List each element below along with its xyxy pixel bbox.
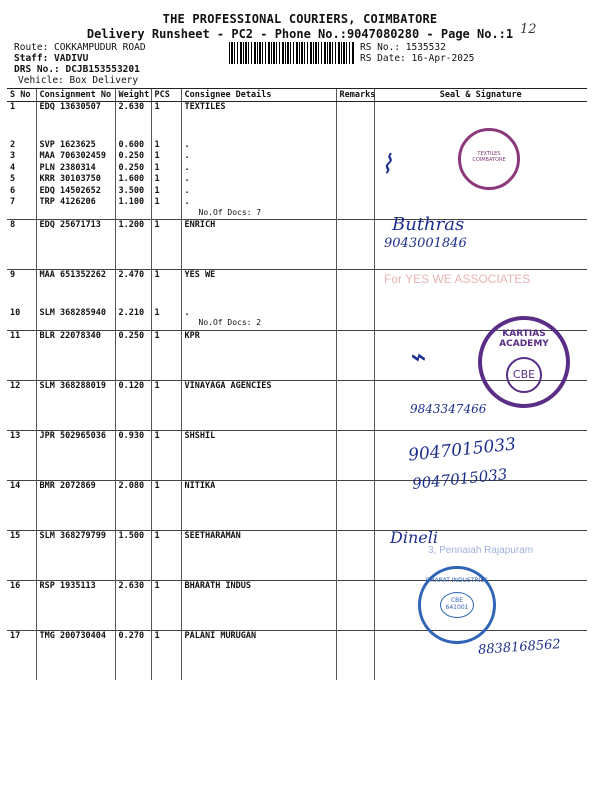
last-phone: 8838168562 <box>477 637 562 658</box>
cell-remarks <box>336 151 374 163</box>
cell-remarks <box>336 140 374 152</box>
cell-details: PALANI MURUGAN <box>181 630 336 680</box>
cell-pcs: 1 <box>151 174 181 186</box>
cell-cn: JPR 502965036 <box>36 430 115 480</box>
cell-details: BHARATH INDUS <box>181 580 336 630</box>
cell-details: TEXTILES <box>181 102 336 140</box>
cell-details: ENRICH <box>181 220 336 270</box>
yes-we-stamp: For YES WE ASSOCIATES <box>384 272 531 286</box>
cell-wt: 1.500 <box>115 530 151 580</box>
kartias-ring-text: KARTIAS ACADEMY <box>499 329 549 349</box>
bharath-center-text: CBE 641001 <box>440 592 474 618</box>
bharath-stamp <box>418 566 496 644</box>
col-consignee: Consignee Details <box>181 89 336 102</box>
cell-details: SHSHIL <box>181 430 336 480</box>
cell-sno: 17 <box>7 630 36 680</box>
textiles-stamp <box>458 128 520 190</box>
cell-cn: EDQ 25671713 <box>36 220 115 270</box>
cell-sno: 11 <box>7 330 36 380</box>
cell-sno: 2 <box>10 139 16 150</box>
cell-remarks <box>336 270 374 308</box>
cell-remarks <box>336 163 374 175</box>
details-text: . <box>184 307 190 318</box>
table-row <box>7 220 587 270</box>
enrich-phone: 9043001846 <box>384 236 467 251</box>
bharath-ring-text: BHARAT INDUSTRIES <box>425 577 489 584</box>
cell-details: YES WE <box>181 270 336 308</box>
cell-cn: SLM 368279799 <box>36 530 115 580</box>
cell-cn: BLR 22078340 <box>36 330 115 380</box>
cell-remarks <box>336 102 374 140</box>
cell-pcs: 1 <box>151 308 181 331</box>
cell-details: VINAYAGA AGENCIES <box>181 380 336 430</box>
nitika-phone-2: 9047015033 <box>411 465 509 493</box>
cell-details: SEETHARAMAN <box>181 530 336 580</box>
cell-sno: 13 <box>7 430 36 480</box>
col-consignment: Consignment No <box>36 89 115 102</box>
cell-remarks <box>336 630 374 680</box>
cell-pcs: 1 <box>151 530 181 580</box>
cell-pcs: 1 <box>151 330 181 380</box>
cell-wt: 1.200 <box>115 220 151 270</box>
col-sno: S No <box>7 89 36 102</box>
kpr-signature: ⌁ <box>408 340 425 373</box>
cell-details <box>181 197 336 220</box>
cell-wt: 0.250 <box>115 163 151 175</box>
cell-sno: 4 <box>10 162 16 173</box>
details-text: . <box>184 197 190 207</box>
cell-remarks <box>336 174 374 186</box>
cell-wt: 0.120 <box>115 380 151 430</box>
col-pcs: PCS <box>151 89 181 102</box>
kartias-stamp <box>478 316 570 408</box>
cell-remarks <box>336 330 374 380</box>
cell-sno: 14 <box>7 480 36 530</box>
barcode <box>229 42 355 64</box>
cell-pcs: 1 <box>151 151 181 163</box>
company-title: THE PROFESSIONAL COURIERS, COIMBATORE <box>162 12 438 26</box>
cell-pcs: 1 <box>151 380 181 430</box>
cell-wt: 0.930 <box>115 430 151 480</box>
staff-label: Staff: VADIVU <box>14 53 89 64</box>
cell-remarks <box>336 530 374 580</box>
cell-sno: 6 <box>10 185 16 196</box>
col-seal: Seal & Signature <box>374 89 587 102</box>
table-row <box>7 580 587 630</box>
cell-pcs: 1 <box>151 430 181 480</box>
cell-wt: 0.270 <box>115 630 151 680</box>
route-label: Route: COKKAMPUDUR ROAD <box>14 42 146 53</box>
cell-seal <box>374 480 587 530</box>
enrich-signature: Buthras <box>392 214 465 235</box>
cell-details: . <box>181 151 336 163</box>
cell-cn: BMR 2072869 <box>36 480 115 530</box>
cell-pcs: 1 <box>151 480 181 530</box>
runsheet-subtitle: Delivery Runsheet - PC2 - Phone No.:9047080280 - Page No.:1 <box>86 27 514 41</box>
cell-details: . <box>181 186 336 198</box>
cell-pcs: 1 <box>151 580 181 630</box>
corner-handwritten-mark: 12 <box>520 22 537 37</box>
cell-details: NITIKA <box>181 480 336 530</box>
cell-wt: 2.080 <box>115 480 151 530</box>
cell-cn: PLN 2380314 <box>36 163 115 175</box>
kartias-center-text: CBE <box>506 357 542 393</box>
rs-number: RS No.: 1535532 <box>360 42 446 53</box>
cell-wt: 2.470 <box>115 270 151 308</box>
cell-cn: TRP 4126206 <box>36 197 115 220</box>
nitika-phone-1: 9047015033 <box>407 434 517 466</box>
nodocs-label: No.Of Docs: 2 <box>198 318 262 327</box>
cell-pcs: 1 <box>151 186 181 198</box>
cell-cn: SLM 368288019 <box>36 380 115 430</box>
rs-date: RS Date: 16-Apr-2025 <box>360 53 475 64</box>
signature-row1: ⌇ <box>380 150 393 180</box>
cell-cn: EDQ 14502652 <box>36 186 115 198</box>
vehicle-label: Vehicle: Box Delivery <box>18 75 139 86</box>
cell-sno: 10 <box>10 307 21 318</box>
cell-sno: 16 <box>7 580 36 630</box>
cell-cn: TMG 200730404 <box>36 630 115 680</box>
cell-pcs: 1 <box>151 630 181 680</box>
cell-cn: SVP 1623625 <box>36 140 115 152</box>
cell-pcs: 1 <box>151 140 181 152</box>
drs-number: DRS No.: DCJB153553201 <box>14 64 140 75</box>
vinayaga-note: 9843347466 <box>410 402 487 416</box>
cell-wt: 0.250 <box>115 330 151 380</box>
cell-details: KPR <box>181 330 336 380</box>
cell-cn: MAA 651352262 <box>36 270 115 308</box>
cell-remarks <box>336 308 374 331</box>
cell-details: . <box>181 163 336 175</box>
cell-wt: 0.600 <box>115 140 151 152</box>
cell-pcs: 1 <box>151 220 181 270</box>
cell-remarks <box>336 220 374 270</box>
cell-sno: 9 <box>7 270 36 308</box>
cell-cn: KRR 30103750 <box>36 174 115 186</box>
cell-pcs: 1 <box>151 270 181 308</box>
cell-wt: 2.210 <box>115 308 151 331</box>
cell-wt: 2.630 <box>115 102 151 140</box>
cell-cn: SLM 368285940 <box>36 308 115 331</box>
cell-sno: 8 <box>7 220 36 270</box>
cell-sno: 3 <box>10 151 16 161</box>
pennaiah-stamp: 3, Pennaiah Rajapuram <box>428 545 534 556</box>
cell-details: . <box>181 140 336 152</box>
cell-cn: MAA 706302459 <box>36 151 115 163</box>
cell-sno: 5 <box>10 174 16 184</box>
col-remarks: Remarks <box>336 89 374 102</box>
cell-wt: 2.630 <box>115 580 151 630</box>
seetharaman-signature: Dineli <box>390 528 438 547</box>
cell-details: . <box>181 174 336 186</box>
textiles-stamp-text: TEXTILES COIMBATORE <box>472 151 506 163</box>
cell-cn: EDQ 13630507 <box>36 102 115 140</box>
cell-sno: 15 <box>7 530 36 580</box>
cell-details <box>181 308 336 331</box>
cell-wt: 0.250 <box>115 151 151 163</box>
cell-remarks <box>336 197 374 220</box>
cell-cn: RSP 1935113 <box>36 580 115 630</box>
cell-pcs: 1 <box>151 197 181 220</box>
cell-pcs: 1 <box>151 163 181 175</box>
cell-remarks <box>336 430 374 480</box>
table-row <box>7 480 587 530</box>
cell-wt: 1.100 <box>115 197 151 220</box>
cell-sno: 1 <box>10 102 16 112</box>
table-header-row <box>7 89 587 102</box>
cell-pcs: 1 <box>151 102 181 140</box>
cell-remarks <box>336 380 374 430</box>
cell-remarks <box>336 580 374 630</box>
cell-sno: 12 <box>7 380 36 430</box>
cell-wt: 3.500 <box>115 186 151 198</box>
cell-remarks <box>336 186 374 198</box>
cell-sno: 7 <box>10 197 16 207</box>
cell-wt: 1.600 <box>115 174 151 186</box>
nodocs-label: No.Of Docs: 7 <box>198 207 262 217</box>
cell-remarks <box>336 480 374 530</box>
col-weight: Weight <box>115 89 151 102</box>
